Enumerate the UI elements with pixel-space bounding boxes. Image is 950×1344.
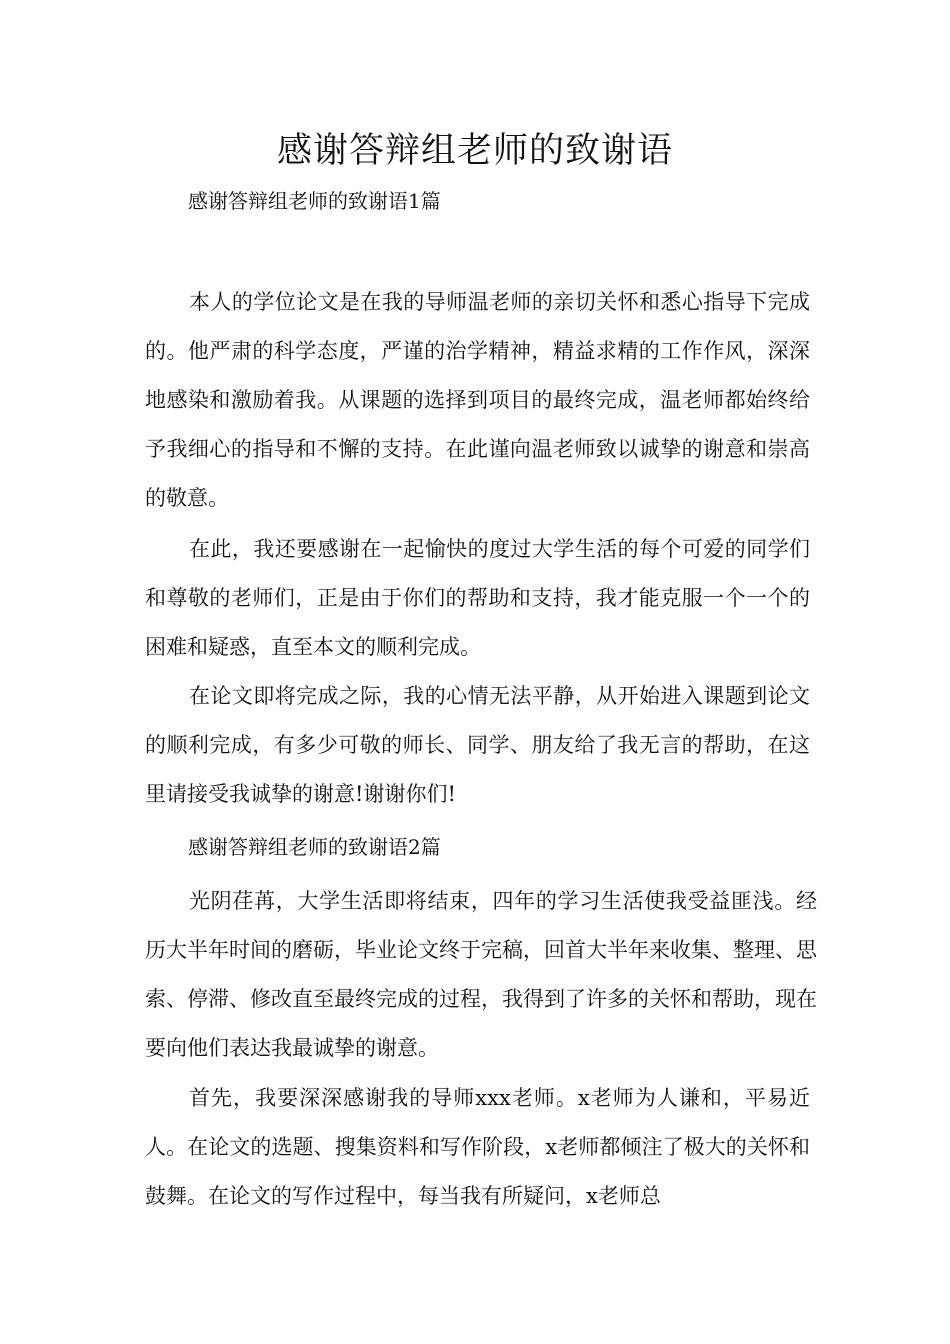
paragraph-3: 在论文即将完成之际，我的心情无法平静，从开始进入课题到论文的顺利完成，有多少可敬的师长、同学、朋友给了我无言的帮助，在这里请接受我诚挚的谢意!谢谢你们! xyxy=(145,684,810,806)
paragraph-2: 在此，我还要感谢在一起愉快的度过大学生活的每个可爱的同学们和尊敬的老师们，正是由于你们的帮助和支持，我才能克服一个一个的困难和疑惑，直至本文的顺利完成。 xyxy=(145,537,810,659)
section-heading-2: 感谢答辩组老师的致谢语2篇 xyxy=(188,835,441,859)
paragraph-1: 本人的学位论文是在我的导师温老师的亲切关怀和悉心指导下完成的。他严肃的科学态度，严谨的治学精神，精益求精的工作作风，深深地感染和激励着我。从课题的选择到项目的最终完成，温老师都始终给予我细心的指导和不懈的支持。在此谨向温老师致以诚挚的谢意和崇高的敬意。 xyxy=(145,290,810,510)
section-heading-1: 感谢答辩组老师的致谢语1篇 xyxy=(188,189,441,213)
paragraph-4: 光阴荏苒，大学生活即将结束，四年的学习生活使我受益匪浅。经历大半年时间的磨砺，毕业论文终于完稿，回首大半年来收集、整理、思索、停滞、修改直至最终完成的过程，我得到了许多的关怀和帮助，现在要向他们表达我最诚挚的谢意。 xyxy=(145,889,817,1060)
paragraph-5: 首先，我要深深感谢我的导师xxx老师。x老师为人谦和，平易近人。在论文的选题、搜集资料和写作阶段，x老师都倾注了极大的关怀和鼓舞。在论文的写作过程中，每当我有所疑问，x老师总 xyxy=(145,1086,810,1208)
document-title: 感谢答辩组老师的致谢语 xyxy=(276,131,673,171)
